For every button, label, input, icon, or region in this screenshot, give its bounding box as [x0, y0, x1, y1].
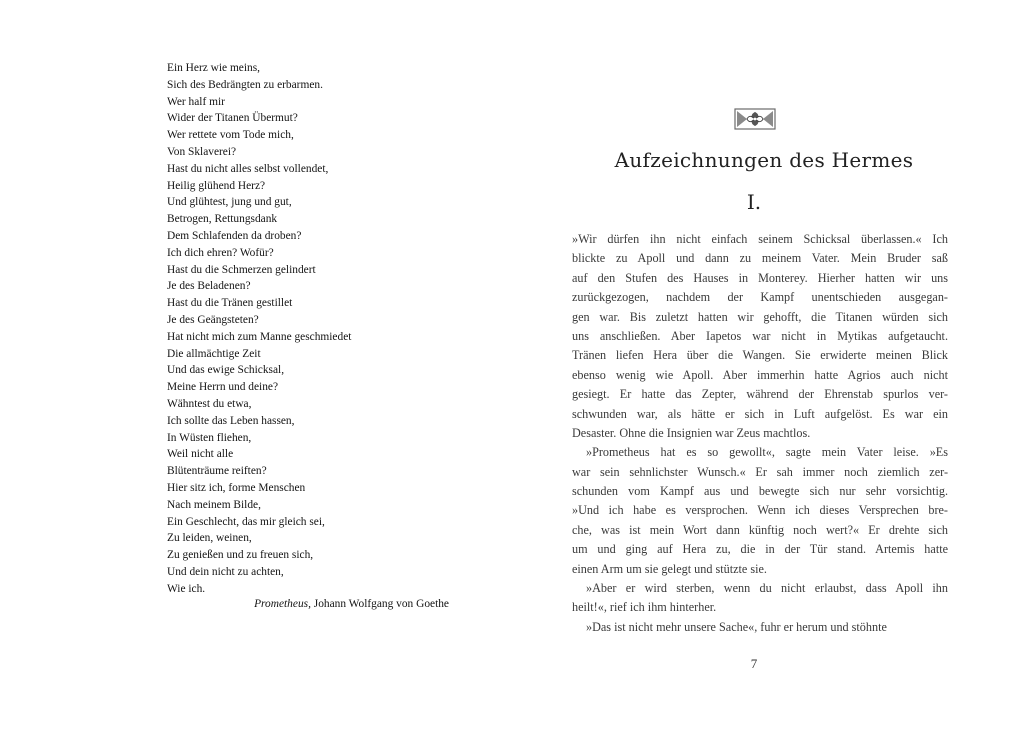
- poem-line: Dem Schlafenden da droben?: [167, 229, 302, 242]
- prose-line: gen war. Bis zuletzt hatten wir gehofft, die Titanen würden sich: [572, 309, 948, 324]
- attribution-author: Johann Wolfgang von Goethe: [310, 598, 449, 610]
- poem-line: Je des Geängsteten?: [167, 313, 259, 326]
- poem-line: Hast du die Schmerzen gelindert: [167, 263, 316, 276]
- poem-line: Nach meinem Bilde,: [167, 498, 261, 511]
- poem-line: Sich des Bedrängten zu erbarmen.: [167, 78, 323, 91]
- poem-line: Ich dich ehren? Wofür?: [167, 246, 274, 259]
- prose-line: Desaster. Ohne die Insignien war Zeus machtlos.: [572, 425, 811, 440]
- prose-line: »Wir dürfen ihn nicht einfach seinem Schicksal überlassen.« Ich: [572, 232, 948, 246]
- prose-line: heilt!«, rief ich ihm hinterher.: [572, 600, 717, 615]
- page-number: 7: [750, 656, 758, 671]
- poem-line: Wähntest du etwa,: [167, 397, 252, 410]
- poem-line: Ein Herz wie meins,: [167, 62, 260, 74]
- prose-line: ebenso wenig wie Apoll. Aber immerhin hatte Agrios auch nicht: [572, 367, 948, 382]
- poem-line: Und glühtest, jung und gut,: [167, 196, 292, 209]
- poem-line: Ein Geschlecht, das mir gleich sei,: [167, 515, 325, 528]
- prose-line: schwunden war, als hätte er sich in Luft aufgelöst. Es war ein: [572, 406, 948, 421]
- poem-line: Von Sklaverei?: [167, 145, 237, 158]
- poem-line: Und dein nicht zu achten,: [167, 565, 284, 578]
- poem-line: Hast du nicht alles selbst vollendet,: [167, 162, 329, 175]
- poem-line: Wer half mir: [167, 95, 225, 108]
- poem-line: Ich sollte das Leben hassen,: [167, 414, 295, 427]
- prose-line: einen Arm um sie gelegt und stützte sie.: [572, 561, 767, 576]
- poem-line: Meine Herrn und deine?: [167, 381, 279, 394]
- poem-line: Die allmächtige Zeit: [167, 347, 261, 360]
- prose-line: Tränen liefen Hera über die Wangen. Sie erwiderte meinen Blick: [572, 348, 948, 363]
- poem-attribution: [167, 598, 449, 610]
- prose-line: »Das ist nicht mehr unsere Sache«, fuhr er herum und stöhnte: [586, 619, 887, 634]
- prose-line: che, was ist mein Wort dann künftig noch wert?« Er drehte sich: [572, 522, 948, 537]
- floral-ornament-icon: [734, 108, 776, 130]
- poem: [167, 60, 467, 598]
- poem-line: In Wüsten fliehen,: [167, 431, 252, 444]
- poem-line: Wider der Titanen Übermut?: [167, 112, 298, 125]
- poem-line: Heilig glühend Herz?: [167, 179, 266, 192]
- prose-line: um und ging auf Hera zu, die in der Tür stand. Artemis hatte: [572, 542, 948, 557]
- poem-line: Zu leiden, weinen,: [167, 532, 252, 545]
- poem-line: Hier sitz ich, forme Menschen: [167, 481, 306, 494]
- chapter-number: I.: [746, 190, 762, 214]
- prose-line: »Aber er wird sterben, wenn du nicht erlaubst, dass Apoll ihn: [586, 581, 948, 596]
- prose-line: zurückgezogen, nachdem der Kampf unentschieden ausgegan-: [572, 290, 948, 305]
- right-page: [510, 0, 1020, 739]
- poem-line: Hast du die Tränen gestillet: [167, 297, 293, 310]
- poem-line: Je des Beladenen?: [167, 280, 251, 293]
- poem-line: Wer rettete vom Tode mich,: [167, 129, 294, 142]
- poem-line: Weil nicht alle: [167, 448, 234, 461]
- prose-line: uns anschließen. Aber Iapetos war nicht in Mytikas aufgetaucht.: [572, 328, 948, 343]
- prose-line: auf den Stufen des Hauses in Monterey. Hierher hatten wir uns: [572, 270, 948, 285]
- prose-line: schunden vom Kampf aus und bewegte sich nur sehr vorsichtig.: [572, 484, 948, 499]
- attribution-source: Prometheus,: [254, 598, 311, 610]
- poem-line: Blütenträume reiften?: [167, 465, 267, 478]
- prose-line: »Prometheus hat es so gewollt«, sagte mein Vater leise. »Es: [586, 445, 948, 460]
- prose-line: war sein sehnlichster Wunsch.« Er sah immer noch ziemlich zer-: [572, 464, 948, 479]
- prose-line: blickte zu Apoll und dann zu meinem Vater. Mein Bruder saß: [572, 251, 948, 266]
- poem-line: Betrogen, Rettungsdank: [167, 213, 278, 226]
- poem-line: Wie ich.: [167, 582, 206, 595]
- poem-line: Hat nicht mich zum Manne geschmiedet: [167, 330, 352, 343]
- chapter-title: Aufzeichnungen des Hermes: [614, 148, 914, 172]
- poem-line: Und das ewige Schicksal,: [167, 364, 285, 377]
- prose-line: »Und ich habe es versprochen. Wenn ich dieses Versprechen bre-: [572, 503, 948, 518]
- prose-body: [572, 230, 948, 637]
- prose-line: gesiegt. Er hatte das Zepter, während der Ehrenstab spurlos ver-: [572, 387, 948, 402]
- poem-line: Zu genießen und zu freuen sich,: [167, 549, 314, 562]
